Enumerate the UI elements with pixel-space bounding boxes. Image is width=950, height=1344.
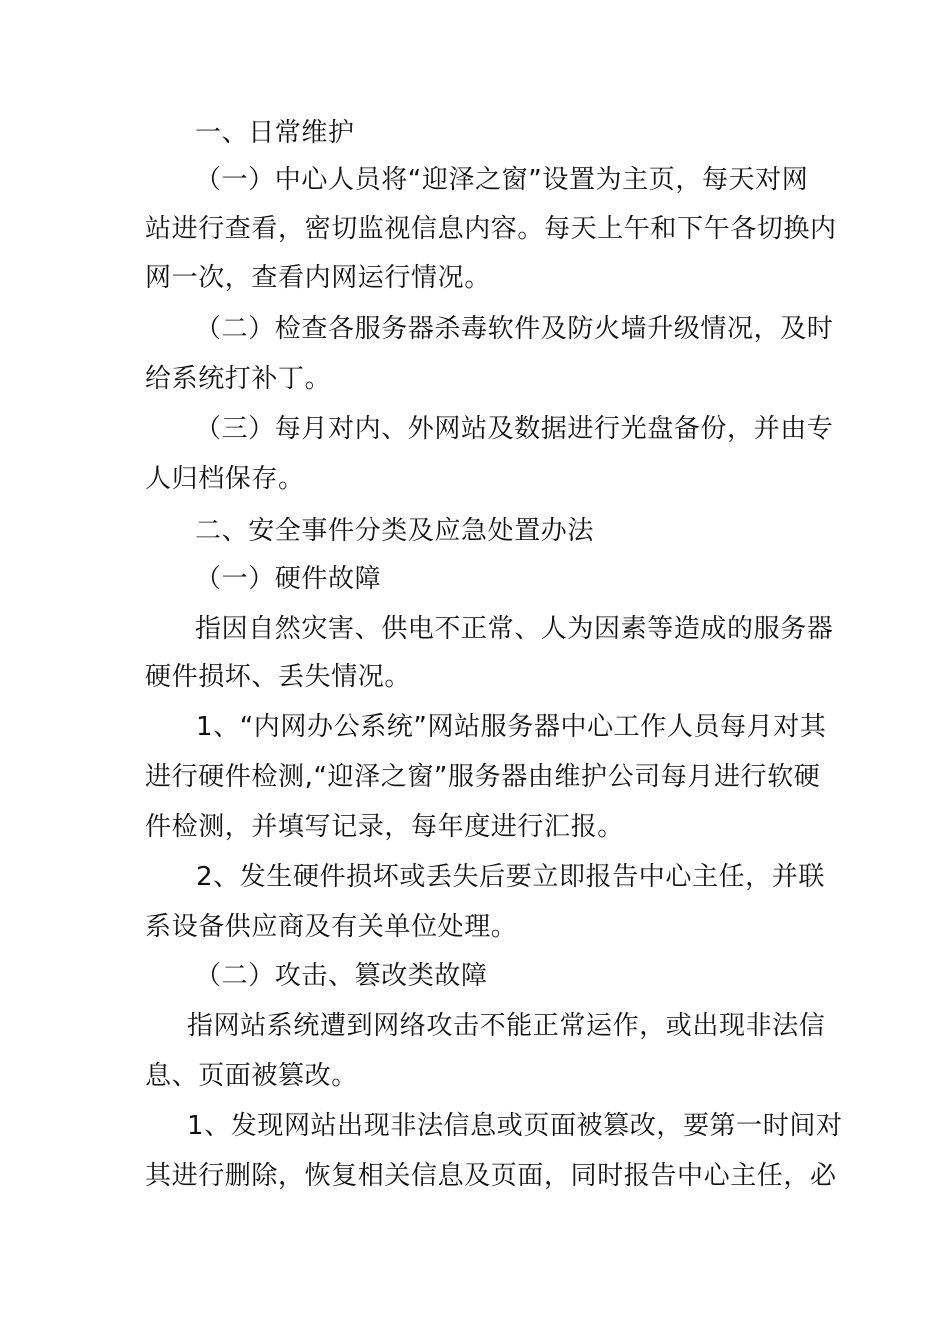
paragraph-line: 站进行查看，密切监视信息内容。每天上午和下午各切换内 <box>145 214 837 244</box>
paragraph-line: 1、“内网办公系统”网站服务器中心工作人员每月对其 <box>196 712 827 742</box>
paragraph-line: 2、发生硬件损坏或丢失后要立即报告中心主任，并联 <box>196 862 825 892</box>
paragraph-line: 1、发现网站出现非法信息或页面被篡改，要第一时间对 <box>187 1111 843 1141</box>
paragraph-line: 系设备供应商及有关单位处理。 <box>145 912 518 942</box>
section-heading: 一、日常维护 <box>195 118 355 148</box>
paragraph-line: 进行硬件检测,“迎泽之窗”服务器由维护公司每月进行软硬 <box>145 762 821 792</box>
paragraph-line: （二）检查各服务器杀毒软件及防火墙升级情况，及时 <box>195 314 834 344</box>
paragraph-line: （三）每月对内、外网站及数据进行光盘备份，并由专 <box>195 414 834 444</box>
paragraph-line: 给系统打补丁。 <box>145 364 332 394</box>
paragraph-line: 件检测，并填写记录，每年度进行汇报。 <box>145 812 624 842</box>
paragraph-line: 息、页面被篡改。 <box>145 1061 358 1091</box>
paragraph-line: 网一次，查看内网运行情况。 <box>145 263 491 293</box>
section-heading: 二、安全事件分类及应急处置办法 <box>195 516 595 546</box>
paragraph-line: （一）中心人员将“迎泽之窗”设置为主页，每天对网 <box>195 165 809 195</box>
subsection-heading: （二）攻击、篡改类故障 <box>195 961 488 991</box>
paragraph-line: 硬件损坏、丢失情况。 <box>145 662 412 692</box>
paragraph-line: 其进行删除，恢复相关信息及页面，同时报告中心主任，必 <box>145 1161 837 1191</box>
subsection-heading: （一）硬件故障 <box>195 564 382 594</box>
paragraph-line: 人归档保存。 <box>145 464 305 494</box>
paragraph-line: 指网站系统遭到网络攻击不能正常运作，或出现非法信 <box>187 1011 826 1041</box>
paragraph-line: 指因自然灾害、供电不正常、人为因素等造成的服务器 <box>195 614 834 644</box>
